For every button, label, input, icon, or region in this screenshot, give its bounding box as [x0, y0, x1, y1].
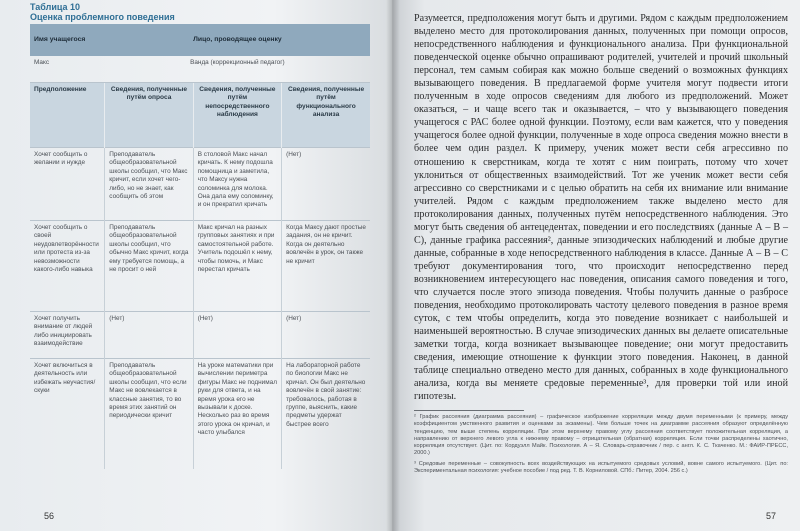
book-gutter: [386, 0, 400, 531]
page-number-left: 56: [44, 511, 55, 521]
table-row: [30, 312, 370, 359]
cell-observation: (Нет): [193, 312, 281, 359]
cell-hypothesis: Хочет сообщить о своей неудовлетворённости или протеста из-за невозможности какого-либо навыка: [30, 221, 105, 312]
cell-analysis: (Нет): [282, 148, 370, 221]
cell-observation: В столовой Макс начал кричать. К нему подошла помощница и заметила, что Максу нужна соломинка для молока. Она дала ему соломинку, и он прекратил кричать: [193, 148, 281, 221]
right-page: [392, 0, 800, 531]
cell-observation: На уроке математики при вычислении периметра фигуры Макс не поднимал руки для ответа, и на время урока его не вызывали к доске. Несколько раз во время этого урока он кричал, и часто улыбался: [193, 359, 281, 470]
behavior-assessment-table: [30, 24, 370, 469]
header-assessor: Лицо, проводящее оценку: [105, 24, 370, 56]
col-header-analysis: Сведения, полученные путём функционального анализа: [282, 83, 370, 148]
col-header-survey: Сведения, полученные путём опроса: [105, 83, 193, 148]
table-caption-title: Оценка проблемного поведения: [30, 12, 175, 22]
cell-hypothesis: Хочет получить внимание от людей либо инициировать взаимодействие: [30, 312, 105, 359]
cell-survey: Преподаватель общеобразовательной школы сообщил, что обычно Макс кричит, когда ему требуется помощь, а не просит о ней: [105, 221, 193, 312]
assessor-name: Ванда (коррекционный педагог): [105, 56, 370, 83]
footnote-divider: [414, 410, 524, 411]
table-row: [30, 359, 370, 470]
cell-survey: Преподаватель общеобразовательной школы сообщил, что Макс кричит, если хочет чего-либо, но не знает, как сообщить об этом: [105, 148, 193, 221]
table-row: [30, 221, 370, 312]
table-row: [30, 148, 370, 221]
body-text: [414, 12, 788, 403]
cell-hypothesis: Хочет сообщить о желании и нужде: [30, 148, 105, 221]
student-name: Макс: [30, 56, 105, 83]
footnote: ³ Средовые переменные – совокупность всех воздействующих на испытуемого средовых условий, вовне самого испытуемого. (Цит. по: Экспериментальная психология: учебное пособие / под ред. Т. В. Корниловой. СПб.: Питер, 2004. 256 с.): [414, 460, 788, 475]
cell-analysis: На лабораторной работе по биологии Макс не кричал. Он был деятельно вовлечён в свой занятие: требовалось, работая в группе, выяснить, какие предметы удержат быстрее всего: [282, 359, 370, 470]
paragraph: Разумеется, предположения могут быть и другими. Рядом с каждым предположением выделено место для протоколирования данных, полученных при помощи опросов, непосредственного наблюдения и функционального анализа. При функциональной поведенческой оценке обычно опрашивают родителей, учителей и прочий школьный персонал, тем самым собирая как можно больше сведений о возможных функциях вызывающего поведения. В предлагаемой форме учителя могут подвести итоги полученным в ходе опросов сведениям для любого из предположений. Может оказаться, – и чаще всего так и оказывается, – что у вызывающего поведения учащегося с РАС более одной функции. Поэтому, если вам кажется, что у поведения учащегося более одной функции, полученные в ходе опроса сведения можно внести в более чем один раздел. К примеру, ученик может вести себя агрессивно по отношению к сверстникам, когда те хотят с ним поиграть, потому что хочет уклониться от общественных взаимодействий. Тот же ученик может вести себя агрессивно со сверстниками и с целью обратить на себя их внимание или внимание учителей. Рядом с каждым предположением также выделено место для протоколирования данных, полученных путём непосредственного наблюдения. Это могут быть сведения об антецедентах, поведении и его последствиях (данные А – В – С), данные графика рассеяния², данные эпизодических наблюдений и любые другие данные, собранные в ходе непосредственного наблюдения в классе. Данные А – В – С требуют документирования того, что происходит непосредственно перед возникновением интересующего нас поведения, описания самого поведения и того, что случается после этого эпизода поведения. Чтобы получить данные о разбросе поведения, необходимо протоколировать частоту целевого поведения в разное время суток, с тем чтобы определить, когда это поведение возникает с наибольшей и наименьшей вероятностью. В случае эпизодических данных вы делаете описательные заметки тогда, когда возникает вызывающее поведение; они могут предоставить сведения, имеющие отношение к функции этого поведения. Наконец, в данной таблице специально отведено место для данных, собранных в ходе функционального анализа, когда вы меняете средовые переменные³, для проверки той или иной гипотезы.: [414, 13, 788, 403]
table-caption-number: Таблица 10: [30, 2, 81, 12]
cell-hypothesis: Хочет включиться в деятельность или избежать неучастия/скуки: [30, 359, 105, 470]
header-student: Имя учащегося: [30, 24, 105, 56]
page-number-right: 57: [765, 511, 776, 521]
left-page: [0, 0, 392, 531]
cell-survey: (Нет): [105, 312, 193, 359]
cell-analysis: Когда Максу дают простые задания, он не кричит. Когда он деятельно вовлечён в урок, он также не кричит: [282, 221, 370, 312]
col-header-hypothesis: Предположение: [30, 83, 105, 148]
cell-observation: Макс кричал на разных групповых занятиях и при самостоятельной работе. Учитель подошёл к нему, чтобы помочь, и Макс перестал кричать: [193, 221, 281, 312]
cell-survey: Преподаватель общеобразовательной школы сообщил, что если Макс не вовлекается в классные занятия, то во время этих занятий он периодически кричит: [105, 359, 193, 470]
footnote: ² График рассеяния (диаграмма рассеяния) – графическое изображение корреляции между двумя переменными (к примеру, между коэффициентом умственного развития и оценками за экзамены). Чем больше точек на диаграмме рассеяния образуют определённую тенденцию, тем выше степень корреляции. При этом верхнему правому углу рассеяния соответствует положительная корреляция, а направлению от верхнего левого угла к нижнему правому – отрицательная (обратная) корреляция. Если точки распределены хаотично, корреляция отсутствует. (Цит. по: Кордуэлл Майк. Психология. А – Я. Словарь-справочник / пер. с англ. К. С. Ткаченко. М.: ФАИР-ПРЕСС, 2000.): [414, 414, 788, 457]
col-header-observation: Сведения, полученные путём непосредственного наблюдения: [193, 83, 281, 148]
cell-analysis: (Нет): [282, 312, 370, 359]
footnotes: [414, 414, 788, 478]
